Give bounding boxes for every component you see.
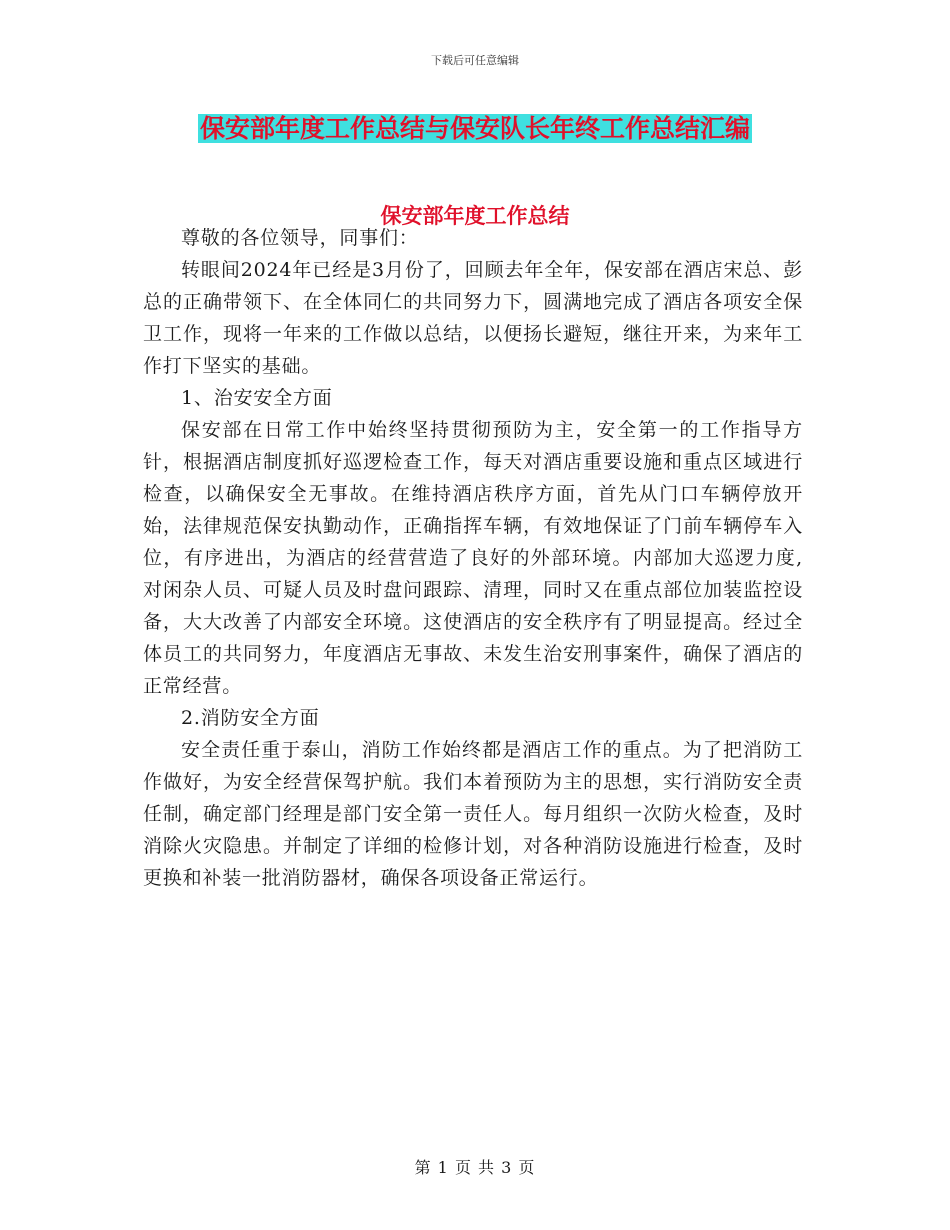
document-title — [0, 112, 950, 146]
paragraph-public-security: 保安部在日常工作中始终坚持贯彻预防为主，安全第一的工作指导方针，根据酒店制度抓好巡逻检查工作，每天对酒店重要设施和重点区域进行检查，以确保安全无事故。在维持酒店秩序方面，首先从门口车辆停放开始，法律规范保安执勤动作，正确指挥车辆，有效地保证了门前车辆停车入位，有序进出，为酒店的经营营造了良好的外部环境。内部加大巡逻力度,对闲杂人员、可疑人员及时盘问跟踪、清理，同时又在重点部位加装监控设备，大大改善了内部安全环境。这使酒店的安全秩序有了明显提高。经过全体员工的共同努力，年度酒店无事故、未发生治安刑事案件，确保了酒店的正常经营。 — [143, 419, 803, 697]
subheading-fire-safety: 2.消防安全方面 — [181, 707, 320, 729]
section-title: 保安部年度工作总结 — [380, 203, 570, 228]
page-header-note: 下载后可任意编辑 — [431, 54, 519, 67]
document-title-text: 保安部年度工作总结与保安队长年终工作总结汇编 — [199, 114, 750, 143]
subheading-public-security: 1、治安安全方面 — [181, 387, 333, 409]
page-footer-pagination: 第 1 页 共 3 页 — [414, 1158, 536, 1177]
document-body — [143, 222, 803, 894]
paragraph-greeting: 尊敬的各位领导，同事们： — [181, 227, 419, 249]
paragraph-intro: 转眼间2024年已经是3月份了，回顾去年全年，保安部在酒店宋总、彭总的正确带领下、在全体同仁的共同努力下，圆满地完成了酒店各项安全保卫工作，现将一年来的工作做以总结，以便扬长避短，继往开来，为来年工作打下坚实的基础。 — [143, 259, 803, 377]
paragraph-fire-safety: 安全责任重于泰山，消防工作始终都是酒店工作的重点。为了把消防工作做好，为安全经营保驾护航。我们本着预防为主的思想，实行消防安全责任制，确定部门经理是部门安全第一责任人。每月组织一次防火检查，及时消除火灾隐患。并制定了详细的检修计划，对各种消防设施进行检查，及时更换和补装一批消防器材，确保各项设备正常运行。 — [143, 739, 803, 889]
